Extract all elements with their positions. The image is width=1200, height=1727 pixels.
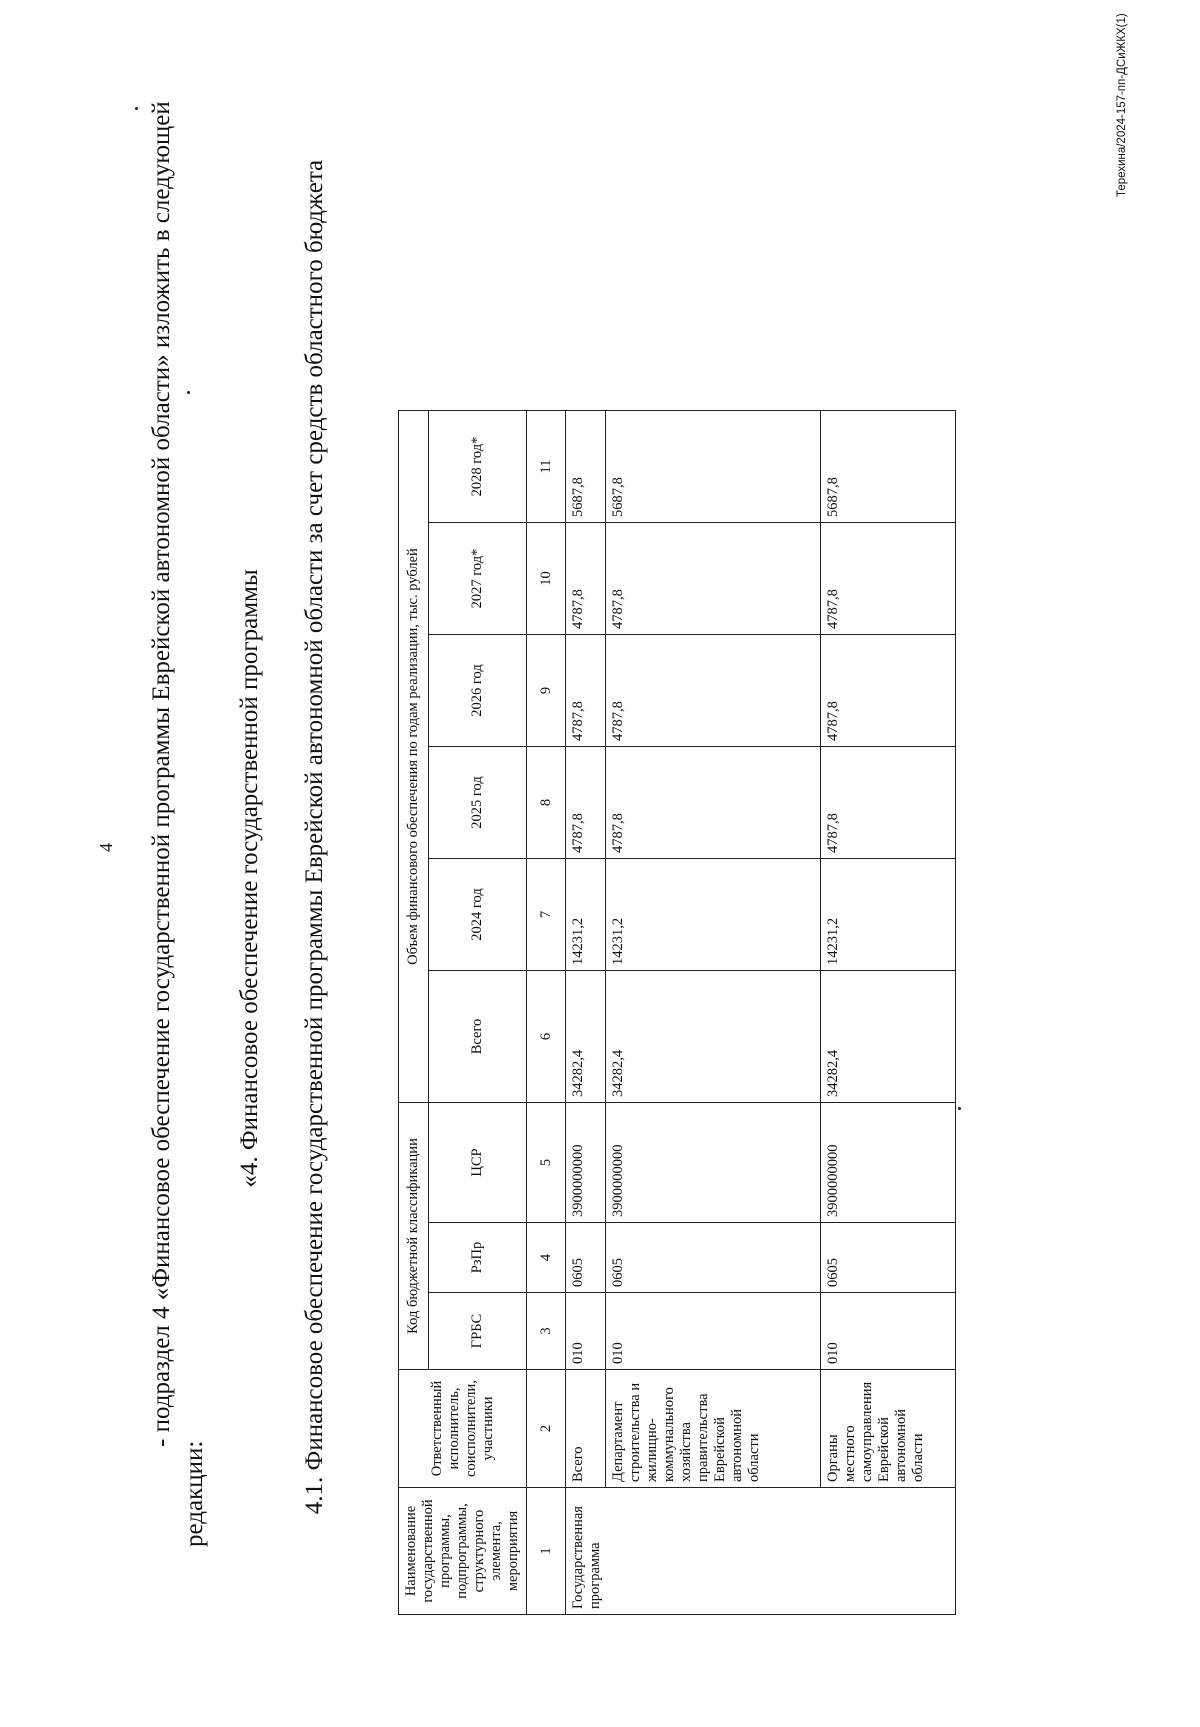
intro-paragraph: - подраздел 4 «Финансовое обеспечение государственной программы Еврейской автономной области» изложить в следующей редакции: [148, 101, 208, 1547]
y2028-cell: 5687,8 [606, 411, 821, 523]
index-cell: 11 [527, 411, 566, 523]
header-total: Всего [429, 971, 527, 1103]
footer-code: Терехина/2024-157-пп-ДСиЖКХ(1) [1116, 13, 1128, 197]
y2025-cell: 4787,8 [606, 747, 821, 859]
index-cell: 8 [527, 747, 566, 859]
total-cell: 34282,4 [606, 971, 821, 1103]
header-2027: 2027 год* [429, 523, 527, 635]
scan-speck [958, 1107, 961, 1110]
index-cell: 1 [527, 1488, 566, 1615]
header-responsible: Ответственный исполнитель, соисполнители, участники [399, 1370, 527, 1488]
index-cell: 10 [527, 523, 566, 635]
header-grbs: ГРБС [429, 1293, 527, 1370]
y2027-cell: 4787,8 [566, 523, 606, 635]
y2025-cell: 4787,8 [566, 747, 606, 859]
y2027-cell: 4787,8 [821, 523, 956, 635]
index-cell: 5 [527, 1103, 566, 1223]
table-row [566, 411, 606, 1615]
funding-table [398, 410, 956, 1615]
index-cell: 2 [527, 1370, 566, 1488]
header-budget-code: Код бюджетной классификации [399, 1103, 429, 1370]
responsible-cell: Департамент строительства и жилищно-коммунального хозяйства правительства Еврейской автономной области [606, 1370, 821, 1488]
scan-speck [187, 391, 190, 394]
y2026-cell: 4787,8 [821, 635, 956, 747]
y2027-cell: 4787,8 [606, 523, 821, 635]
column-index-row [527, 411, 566, 1615]
header-2025: 2025 год [429, 747, 527, 859]
y2026-cell: 4787,8 [606, 635, 821, 747]
csr-cell: 3900000000 [566, 1103, 606, 1223]
header-csr: ЦСР [429, 1103, 527, 1223]
csr-cell: 3900000000 [606, 1103, 821, 1223]
rzpr-cell: 0605 [566, 1223, 606, 1293]
index-cell: 3 [527, 1293, 566, 1370]
index-cell: 9 [527, 635, 566, 747]
csr-cell: 3900000000 [821, 1103, 956, 1223]
total-cell: 34282,4 [821, 971, 956, 1103]
table-row [821, 411, 956, 1615]
y2025-cell: 4787,8 [821, 747, 956, 859]
y2024-cell: 14231,2 [566, 859, 606, 971]
responsible-cell: Органы местного самоуправления Еврейской автономной области [821, 1370, 956, 1488]
y2026-cell: 4787,8 [566, 635, 606, 747]
y2028-cell: 5687,8 [566, 411, 606, 523]
y2024-cell: 14231,2 [821, 859, 956, 971]
index-cell: 6 [527, 971, 566, 1103]
section-title: «4. Финансовое обеспечение государственной программы [236, 569, 263, 1188]
rzpr-cell: 0605 [606, 1223, 821, 1293]
index-cell: 4 [527, 1223, 566, 1293]
grbs-cell: 010 [821, 1293, 956, 1370]
grbs-cell: 010 [606, 1293, 821, 1370]
y2024-cell: 14231,2 [606, 859, 821, 971]
grbs-cell: 010 [566, 1293, 606, 1370]
scan-speck [135, 107, 138, 110]
header-rzpr: РзПр [429, 1223, 527, 1293]
page-number: 4 [96, 843, 116, 852]
program-name-cell: Государственная программа [566, 1488, 956, 1615]
responsible-cell: Всего [566, 1370, 606, 1488]
total-cell: 34282,4 [566, 971, 606, 1103]
header-2024: 2024 год [429, 859, 527, 971]
subsection-title: 4.1. Финансовое обеспечение государственной программы Еврейской автономной области за счет средств областного бюджета [301, 159, 328, 1515]
rzpr-cell: 0605 [821, 1223, 956, 1293]
table-row [606, 411, 821, 1615]
header-funding: Объем финансового обеспечения по годам реализации, тыс. рублей [399, 411, 429, 1103]
header-2026: 2026 год [429, 635, 527, 747]
header-name: Наименование государственной программы, подпрограммы, структурного элемента, мероприятия [399, 1488, 527, 1615]
header-2028: 2028 год* [429, 411, 527, 523]
y2028-cell: 5687,8 [821, 411, 956, 523]
index-cell: 7 [527, 859, 566, 971]
